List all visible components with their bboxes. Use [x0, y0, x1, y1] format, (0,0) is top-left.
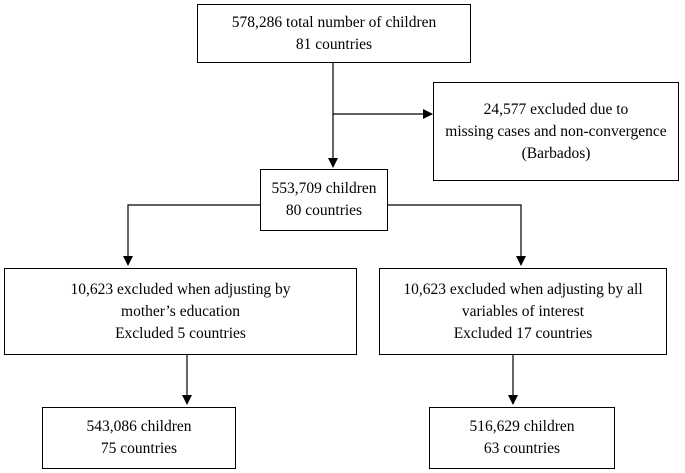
excluded-all-reason: variables of interest — [461, 302, 585, 320]
children-63-box — [429, 407, 615, 469]
children-63-count: 516,629 children — [469, 418, 575, 435]
arrow-to-excluded-all — [388, 205, 521, 265]
arrow-to-excluded-mother — [128, 205, 260, 265]
children-80-box — [260, 169, 388, 231]
excluded-mother-reason: mother’s education — [121, 302, 240, 320]
excluded-mother-countries: Excluded 5 countries — [115, 324, 246, 342]
total-countries-label: 81 countries — [295, 35, 373, 53]
total-children-label: 578,286 total number of children — [231, 13, 437, 31]
children-63-countries: 63 countries — [483, 440, 561, 457]
children-75-count: 543,086 children — [86, 418, 192, 435]
children-80-count: 553,709 children — [271, 180, 377, 197]
excluded-all-countries: Excluded 17 countries — [453, 324, 593, 342]
children-80-countries: 80 countries — [285, 202, 363, 219]
excluded-all-variables-box — [379, 268, 667, 355]
children-75-countries: 75 countries — [100, 440, 178, 457]
excluded-mother-education-box — [4, 268, 357, 355]
excluded-missing-count: 24,577 excluded due to — [483, 100, 629, 118]
excluded-missing-reason: missing cases and non-convergence — [445, 122, 667, 140]
excluded-all-count: 10,623 excluded when adjusting by all — [403, 280, 643, 298]
excluded-missing-box — [433, 82, 679, 181]
total-children-box — [197, 4, 471, 63]
excluded-mother-count: 10,623 excluded when adjusting by — [70, 280, 291, 298]
excluded-missing-country: (Barbados) — [521, 144, 591, 162]
children-75-box — [42, 407, 236, 469]
